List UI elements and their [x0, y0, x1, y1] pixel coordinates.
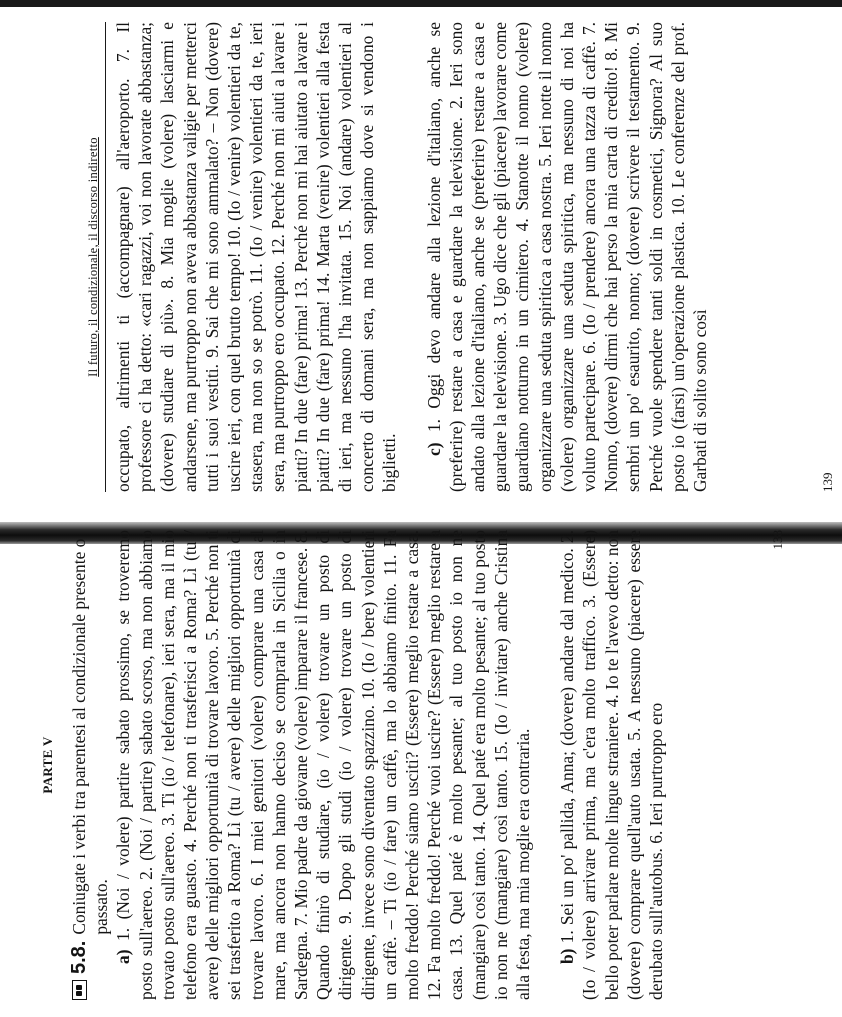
section-c-text: 1. Oggi devo andare alla lezione d'italiano, anche se (preferire) restare a casa e guardare la televisione. 2. Ieri sono andato alla lezione d'italiano, anche se (preferire) restare a casa e guardare la televisione. 3. Ugo dice che gli (piacere) lavorare come guardiano notturno in un cimitero. 4. Stanotte il nonno (volere) organizzare una seduta spiritica a casa nostra. 5. Ieri notte il nonno (volere) organizzare una seduta spiritica, ma nessuno di noi ha voluto partecipare. 6. (Io / prendere) ancora una tazza di caffè. 7. Nonno, (dovere) dirmi che hai perso la mia carta di credito! 8. Mi sembri un po' esaurito, nonno; (dovere) scrivere il testamento. 9. Perché vuole spendere tanti soldi in cosmetici, Signora? Al suo posto io (farsi) un'operazione plastica. 10. Le conferenze del prof. Garbati di solito sono così	[423, 22, 711, 492]
spacer	[401, 22, 423, 492]
page-top-edge	[0, 0, 842, 7]
continuation-paragraph: occupato, altrimenti ti (accompagnare) all'aeroporto. 7. Il professore ci ha detto: «cari ragazzi, voi non lavorate abbastanza; (dovere) studiare di più». 8. Mia moglie (volere) lasciarmi e andarsene, ma purtroppo non aveva abbastanza valigie per metterci tutti i suoi vestiti. 9. Sai che mi sono ammalato? – Non (dovere) uscire ieri, con quel brutto tempo! 10. (Io / venire) volentieri da te, stasera, ma non so se potrò. 11. (Io / venire) volentieri da te, ieri sera, ma purtroppo ero occupato. 12. Perché non mi aiuti a lavare i piatti? In due (fare) prima! 13. Perché non mi hai aiutato a lavare i piatti? In due (fare) prima! 14. Marta (venire) volentieri alla festa di ieri, ma nessuno l'ha invitata. 15. Noi (andare) volentieri al concerto di domani sera, ma non sappiamo dove si vendono i biglietti.	[113, 22, 400, 492]
section-b	[556, 530, 667, 1000]
running-head-right: Il futuro, il condizionale, il discorso indiretto	[86, 137, 100, 377]
audio-cassette-icon	[72, 980, 87, 1000]
spacer	[58, 530, 68, 1000]
exercise-header	[68, 530, 112, 1000]
section-a	[112, 530, 534, 1000]
exercise-title: Coniugate i verbi tra parentesi al condizionale presente o passato.	[69, 538, 112, 935]
section-a-label: a)	[113, 949, 134, 964]
spacer	[534, 530, 556, 1000]
section-c	[423, 22, 712, 492]
right-page	[83, 22, 842, 492]
section-a-text: 1. (Noi / volere) partire sabato prossimo, se troveremo posto sull'aereo. 2. (Noi / partire) sabato scorso, ma non abbiamo trovato posto sull'aereo. 3. Ti (io / telefonare), ieri sera, ma il mio telefono era guasto. 4. Perché non ti trasferisci a Roma? Lì (tu / avere) delle migliori opportunità di trovare lavoro. 5. Perché non ti sei trasferito a Roma? Lì (tu / avere) delle migliori opportunità di trovare lavoro. 6. I miei genitori (volere) comprare una casa al mare, ma ancora non hanno deciso se comprarla in Sicilia o in Sardegna. 7. Mio padre da giovane (volere) imparare il francese. 8. Quando finirò di studiare, (io / volere) trovare un posto di dirigente. 9. Dopo gli studi (io / volere) trovare un posto di dirigente, invece sono diventato spazzino. 10. (Io / bere) volentieri un caffè. – Ti (io / fare) un caffè, ma lo abbiamo finito. 11. Fa molto freddo! Perché siamo usciti? (Essere) meglio restare a casa. 12. Fa molto freddo! Perché vuoi uscire? (Essere) meglio restare a casa. 13. Quel paté è molto pesante; al tuo posto io non ne (mangiare) così tanto. 14. Quel paté era molto pesante; al tuo posto io non ne (mangiare) così tanto. 15. (Io / invitare) anche Cristina alla festa, ma mia moglie era contraria.	[113, 530, 534, 1000]
section-b-label: b)	[557, 948, 578, 964]
header-rule	[105, 22, 106, 492]
section-c-label: c)	[423, 442, 444, 456]
left-page	[38, 530, 793, 1000]
page-number-right: 139	[819, 472, 835, 492]
exercise-number: 5.8.	[68, 940, 90, 974]
page-number-left: 138	[769, 530, 785, 550]
running-head-left: PARTE V	[40, 736, 55, 794]
section-b-text: 1. Sei un po' pallida, Anna; (dovere) andare dal medico. 2. (Io / volere) arrivare prima, ma c'era molto traffico. 3. (Essere) bello poter parlare molte lingue straniere. 4. Io te l'avevo detto: non (dovere) comprare quell'auto usata. 5. A nessuno (piacere) essere derubato sull'autobus. 6. Ieri purtroppo ero	[557, 530, 667, 1000]
